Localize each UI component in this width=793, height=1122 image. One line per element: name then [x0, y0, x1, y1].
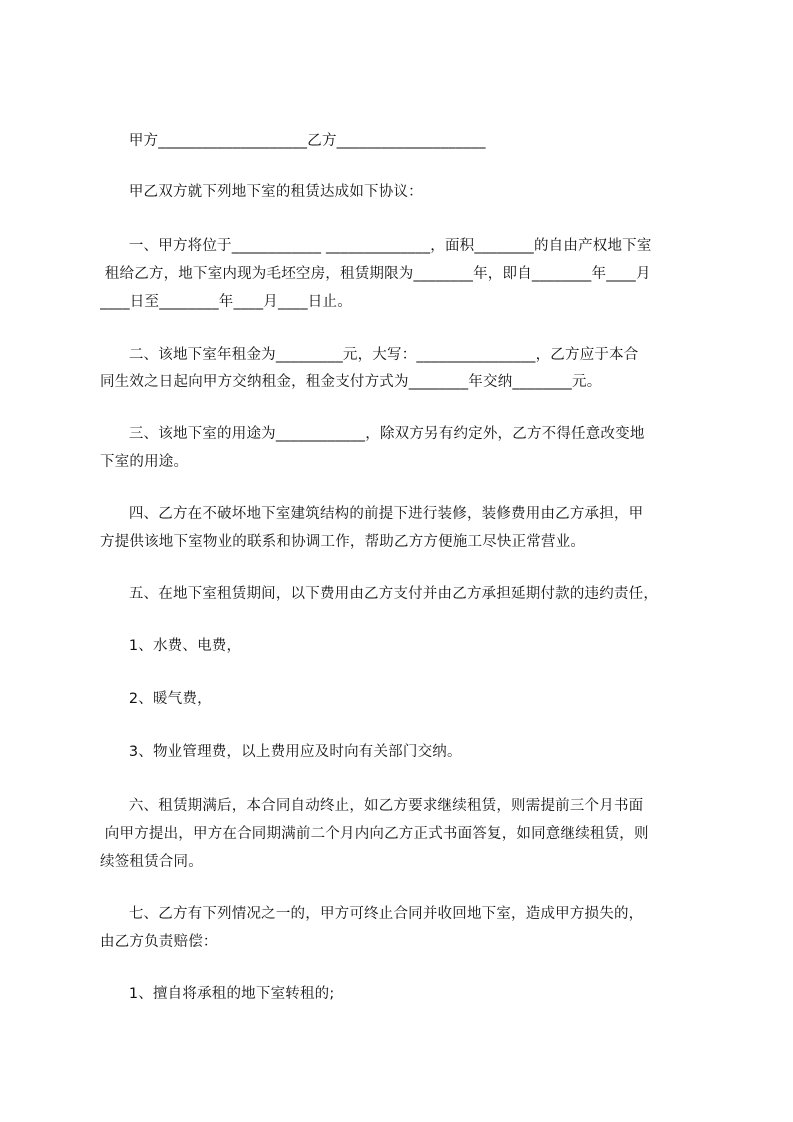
party-line: 甲方____________________乙方____________________	[100, 133, 486, 149]
clause-4-line-2: 方提供该地下室物业的联系和协调工作，帮助乙方方便施工尽快正常营业。	[100, 534, 586, 550]
clause-6-line-3: 续签租赁合同。	[100, 854, 203, 870]
clause-2-line-2: 同生效之日起向甲方交纳租金，租金支付方式为________年交纳________元。	[100, 374, 602, 390]
intro-line: 甲乙双方就下列地下室的租赁达成如下协议：	[100, 184, 423, 200]
clause-6-line-1: 六、租赁期满后，本合同自动终止，如乙方要求继续租赁，则需提前三个月书面	[100, 798, 644, 814]
clause-3-line-1: 三、该地下室的用途为____________，除双方另有约定外，乙方不得任意改变地	[100, 426, 645, 442]
clause-7-item-1: 1、擅自将承租的地下室转租的;	[100, 986, 335, 1002]
clause-6-line-2: 向甲方提出，甲方在合同期满前二个月内向乙方正式书面答复，如同意继续租赁，则	[100, 826, 649, 842]
clause-1-line-2: 租给乙方，地下室内现为毛坯空房，租赁期限为________年，即自________年____月	[100, 266, 651, 282]
clause-2-line-1: 二、该地下室年租金为_________元，大写：________________，乙方应于本合	[100, 347, 639, 363]
clause-3-line-2: 下室的用途。	[100, 454, 189, 470]
clause-7-line-2: 由乙方负责赔偿：	[100, 934, 218, 950]
clause-5-item-3: 3、物业管理费，以上费用应及时向有关部门交纳。	[100, 744, 462, 760]
clause-5-item-1: 1、水费、电费，	[100, 638, 242, 654]
clause-1-line-1: 一、甲方将位于____________ ______________，面积________的自由产权地下室	[100, 238, 652, 254]
clause-4-line-1: 四、乙方在不破坏地下室建筑结构的前提下进行装修，装修费用由乙方承担，甲	[100, 506, 644, 522]
clause-5-line-1: 五、在地下室租赁期间，以下费用由乙方支付并由乙方承担延期付款的违约责任，	[100, 586, 659, 602]
clause-1-line-3: ____日至________年____月____日止。	[100, 294, 352, 310]
clause-7-line-1: 七、乙方有下列情况之一的，甲方可终止合同并收回地下室，造成甲方损失的，	[100, 906, 644, 922]
clause-5-item-2: 2、暖气费，	[100, 691, 212, 707]
